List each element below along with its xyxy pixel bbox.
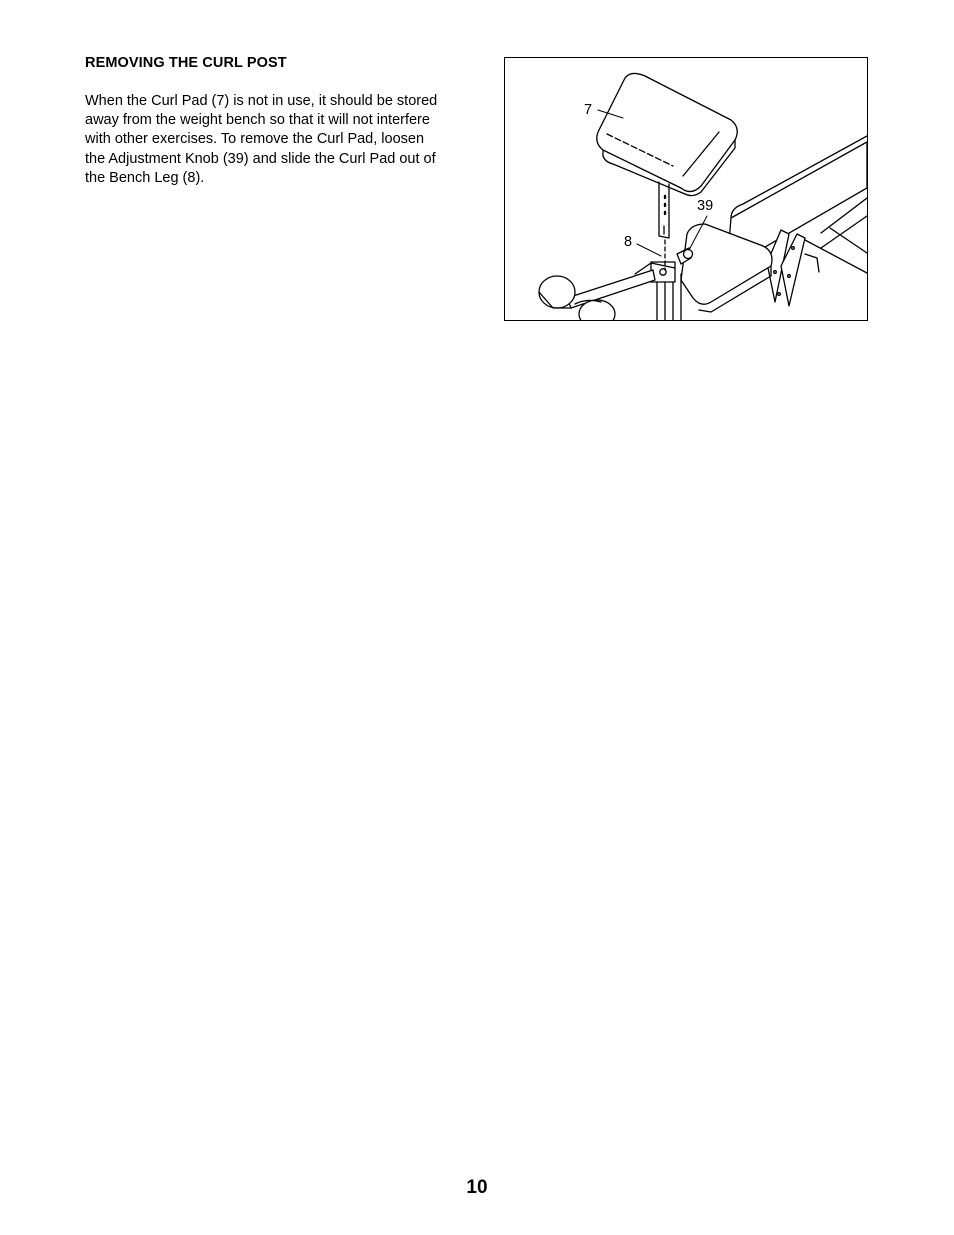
paragraph-line: the Adjustment Knob (39) and slide the Curl Pad out of <box>85 150 436 167</box>
curl-post-illustration <box>504 57 868 321</box>
instruction-paragraph <box>85 92 485 188</box>
paragraph-line: When the Curl Pad (7) is not in use, it should be stored <box>85 93 438 109</box>
callout-adjustment-knob: 39 <box>697 198 714 214</box>
page-number: 10 <box>466 1177 488 1198</box>
callout-bench-leg: 8 <box>624 234 633 250</box>
callout-curl-pad: 7 <box>584 102 593 118</box>
paragraph-line: with other exercises. To remove the Curl Pad, loosen <box>85 131 425 148</box>
paragraph-line: away from the weight bench so that it will not interfere <box>85 112 430 129</box>
paragraph-line: the Bench Leg (8). <box>85 169 205 186</box>
bench-line-drawing <box>505 58 868 321</box>
section-heading: REMOVING THE CURL POST <box>85 55 287 71</box>
